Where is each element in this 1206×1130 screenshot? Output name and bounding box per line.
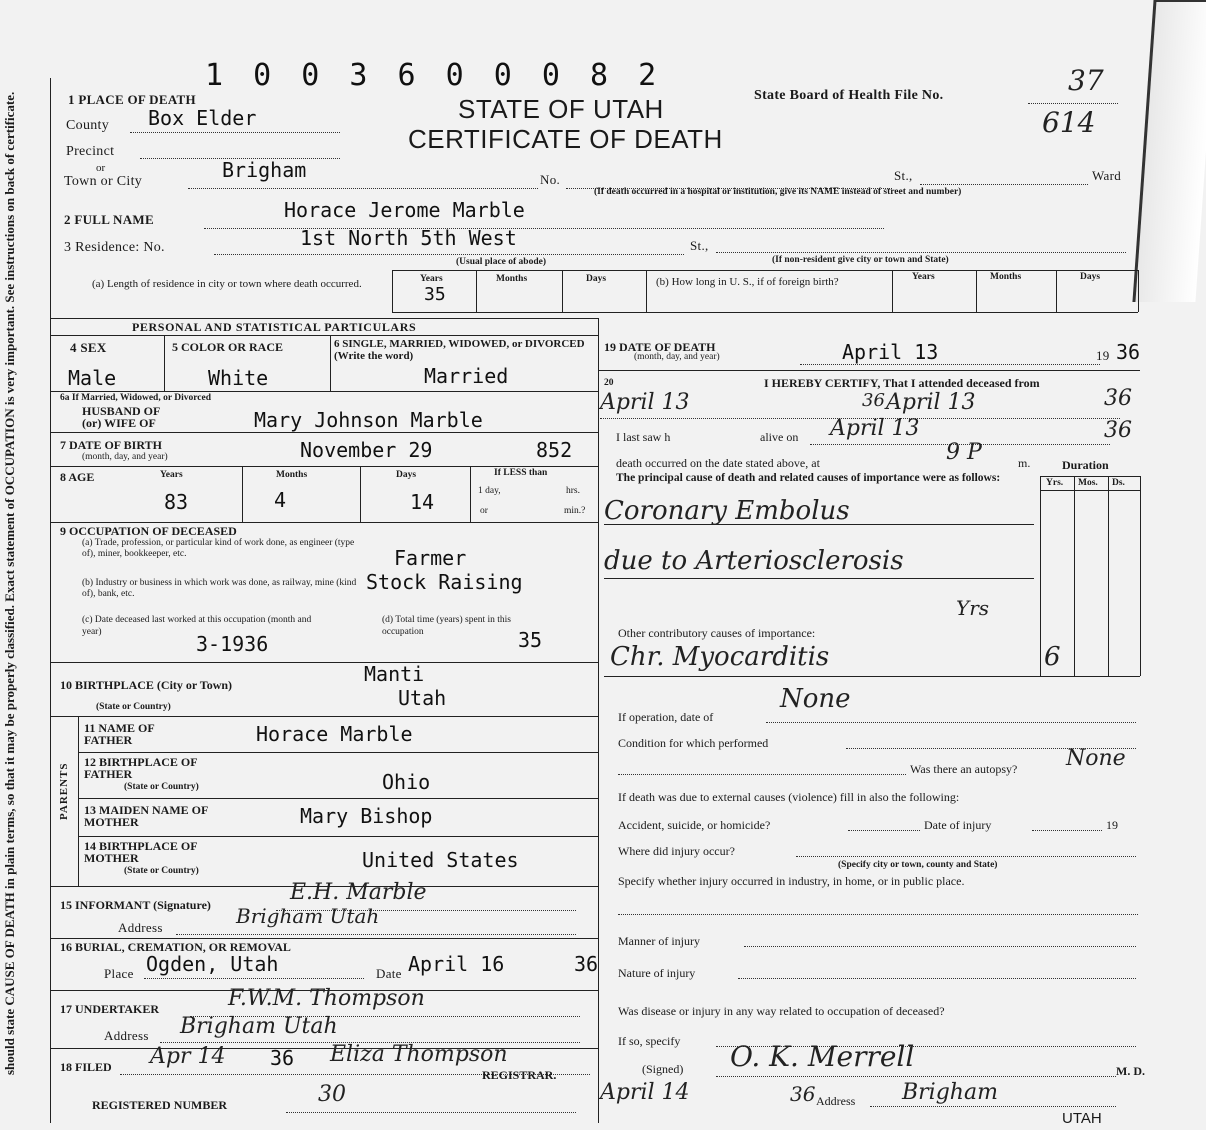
cause-2: due to Arteriosclerosis	[604, 546, 904, 576]
file-number: 37	[1068, 64, 1104, 97]
sign-date: April 14	[600, 1080, 690, 1105]
sex-value: Male	[68, 366, 117, 390]
county-label: County	[66, 118, 110, 133]
death-year: 36	[1116, 340, 1141, 364]
color-value: White	[208, 366, 269, 390]
occupation-trade: Farmer	[394, 546, 467, 570]
length-residence-label: (a) Length of residence in city or town where death occurred.	[92, 278, 362, 290]
how-long-us-label: (b) How long in U. S., if of foreign birth?	[656, 276, 839, 288]
mother-birthplace: United States	[362, 848, 519, 872]
cause-1: Coronary Embolus	[604, 496, 850, 526]
birthplace-state: Utah	[398, 686, 447, 710]
full-name-value: Horace Jerome Marble	[284, 198, 525, 222]
residence-years: 35	[424, 284, 446, 305]
informant-signature: E.H. Marble	[290, 880, 427, 905]
margin-instructions: should state CAUSE OF DEATH in plain terms, so that it may be properly classified. Exact statement of OCCUPATION is very important. See instructions on back of certificate.	[2, 91, 17, 1075]
certificate-page: should state CAUSE OF DEATH in plain terms, so that it may be properly classified. Exact statement of OCCUPATION is very important. See instructions on back of certificate. 1 0 0 3 6 0 0 0 8 2 STATE OF UTAH CERTIFICATE OF DEATH State Board of Health File No. 37 614 1 PLACE OF DEATH County Box Elder Precinct or Town or City Brigham No. St., Ward (If death occurred in a hospital or institution, give its NAME instead of street and number) 2 FULL NAME Horace Jerome Marble 3 Residence: No. 1st North 5th West St., (Usual place of abode) (If non-resident give city or town and State) (a) Length of residence in city or town where death occurred. Years 35 Months Days (b) How long in U. S., if of foreign birth? Years Months Days PERSONAL AND STATISTICAL PARTICULARS 4 SEX Male 5 COLOR OR RACE White 6 SINGLE, MARRIED, WIDOWED, or DIVORCED (Write the word) Married 6a If Married, Widowed, or Divorced HUSBAND OF (or) WIFE OF Mary Johnson Marble 7 DATE OF BIRTH (month, day, and year) November 29 852 8 AGE Years 83 Months 4 Days 14 If LESS than 1 day, hrs. or min.? 9 OCCUPATION OF DECEASED (a) Trade, profession, or particular kind of work done, as engineer (type of), miner, bookkeeper, etc. Farmer (b) Industry or business in which work was done, as railway, mine (kind of), bank, etc. Stock Raising (c) Date deceased last worked at this occupation (month and year) 3-1936 (d) Total time (years) spent in this occupation 35 10 BIRTHPLACE (City or Town) Manti Utah (State or Country) PARENTS 11 NAME OF FATHER Horace Marble 12 BIRTHPLACE OF FATHER (State or Country) Ohio 13 MAIDEN NAME OF MOTHER Mary Bishop 14 BIRTHPLACE OF MOTHER (State or Country) United States 15 INFORMANT (Signature) E.H. Marble Address Brigham Utah 16 BURIAL, CREMATION, OR REMOVAL Place Ogden, Utah Date April 16 36 17 UNDERTAKER F.W.M. Thompson Address Brigham Utah 18 FILED Apr 14 36 Eliza Thompson REGISTRAR. REGISTERED NUMBER 30 19 DATE OF DEATH (month, day, and year) April 13 19 36 20 I HEREBY CERTIFY, That I attended deceased from April 13 36 April 13 36 I last saw h alive on April 13 36 death occurred on the date stated above, at 9 P m. Duration The principal cause of death and related causes of importance were as follows: Yrs. Mos. Ds. Coronary Embolus due to Arteriosclerosis Yrs Other contributory causes of importance: Chr. Myocarditis 6 None If operation, date of Condition for which performed Was there an autopsy? None If death was due to external causes (violence) fill in also the following: Accident, suicide, or homicide? Date of injury 19 Where did injury occur? (Specify city or town, county and State) Specify whether injury occurred in industry, in home, or in public place. Manner of injury Nature of injury Was disease or injury in any way related to occupation of deceased? If so, specify (Signed) O. K. Merrell M. D. April 14 36 Address Brigham UTAH	[0, 0, 1206, 1130]
mother-name: Mary Bishop	[300, 804, 433, 828]
registrar-signature: Eliza Thompson	[330, 1042, 508, 1067]
death-date: April 13	[842, 340, 939, 364]
hospital-note: (If death occurred in a hospital or institution, give its NAME instead of street and number)	[594, 187, 962, 197]
file-number-hand: 614	[1042, 106, 1096, 139]
precinct-label: Precinct	[66, 144, 115, 159]
autopsy-value: None	[1066, 746, 1126, 771]
state-title: STATE OF UTAH	[458, 94, 664, 124]
certificate-title: CERTIFICATE OF DEATH	[408, 124, 723, 154]
marital-value: Married	[424, 364, 509, 388]
county-value: Box Elder	[148, 106, 257, 130]
parents-tag: PARENTS	[58, 762, 70, 820]
other-cause-1: Chr. Myocarditis	[610, 642, 830, 672]
age-months: 4	[274, 488, 287, 512]
residence-label: 3 Residence: No.	[64, 240, 165, 255]
form-border-left	[50, 78, 51, 1123]
occupation-last-worked: 3-1936	[196, 632, 269, 656]
birthplace-city: Manti	[364, 662, 425, 686]
informant-address: Brigham Utah	[236, 904, 380, 928]
burial-date: April 16	[408, 952, 505, 976]
physician-address: Brigham	[902, 1080, 998, 1105]
physician-signature: O. K. Merrell	[730, 1040, 915, 1073]
filed-date: Apr 14	[150, 1044, 226, 1069]
registered-number: 30	[318, 1082, 346, 1107]
town-value: Brigham	[222, 158, 307, 182]
center-divider	[598, 318, 599, 1123]
full-name-label: 2 FULL NAME	[64, 212, 154, 227]
address-state: UTAH	[1062, 1110, 1102, 1127]
last-saw-date: April 13	[830, 416, 920, 441]
residence-value: 1st North 5th West	[300, 226, 517, 250]
filed-year: 36	[270, 1046, 295, 1070]
personal-header: PERSONAL AND STATISTICAL PARTICULARS	[132, 320, 417, 334]
occupation-years: 35	[518, 628, 543, 652]
undertaker-name: F.W.M. Thompson	[228, 986, 425, 1011]
file-label: State Board of Health File No.	[754, 88, 944, 103]
certify-text: I HEREBY CERTIFY, That I attended deceased from	[764, 376, 1040, 390]
cause-3: Yrs	[956, 596, 990, 620]
burial-year: 36	[574, 952, 599, 976]
paper-edge	[1132, 0, 1206, 302]
age-days: 14	[410, 490, 435, 514]
birth-date-value: November 29	[300, 438, 433, 462]
place-title: 1 PLACE OF DEATH	[68, 92, 196, 107]
town-label: Town or City	[64, 174, 143, 189]
spouse-value: Mary Johnson Marble	[254, 408, 483, 432]
occupation-industry: Stock Raising	[366, 570, 523, 594]
age-years: 83	[164, 490, 189, 514]
burial-place: Ogden, Utah	[146, 952, 279, 976]
father-birthplace: Ohio	[382, 770, 431, 794]
serial-number: 1 0 0 3 6 0 0 0 8 2	[205, 58, 663, 93]
other-cause-duration: 6	[1044, 642, 1061, 672]
attended-to: April 13	[886, 390, 976, 415]
attended-from: April 13	[600, 390, 690, 415]
other-cause-2: None	[780, 684, 851, 714]
undertaker-address: Brigham Utah	[180, 1014, 338, 1039]
father-name: Horace Marble	[256, 722, 413, 746]
birth-year-value: 852	[536, 438, 573, 462]
death-time: 9 P	[946, 440, 982, 465]
